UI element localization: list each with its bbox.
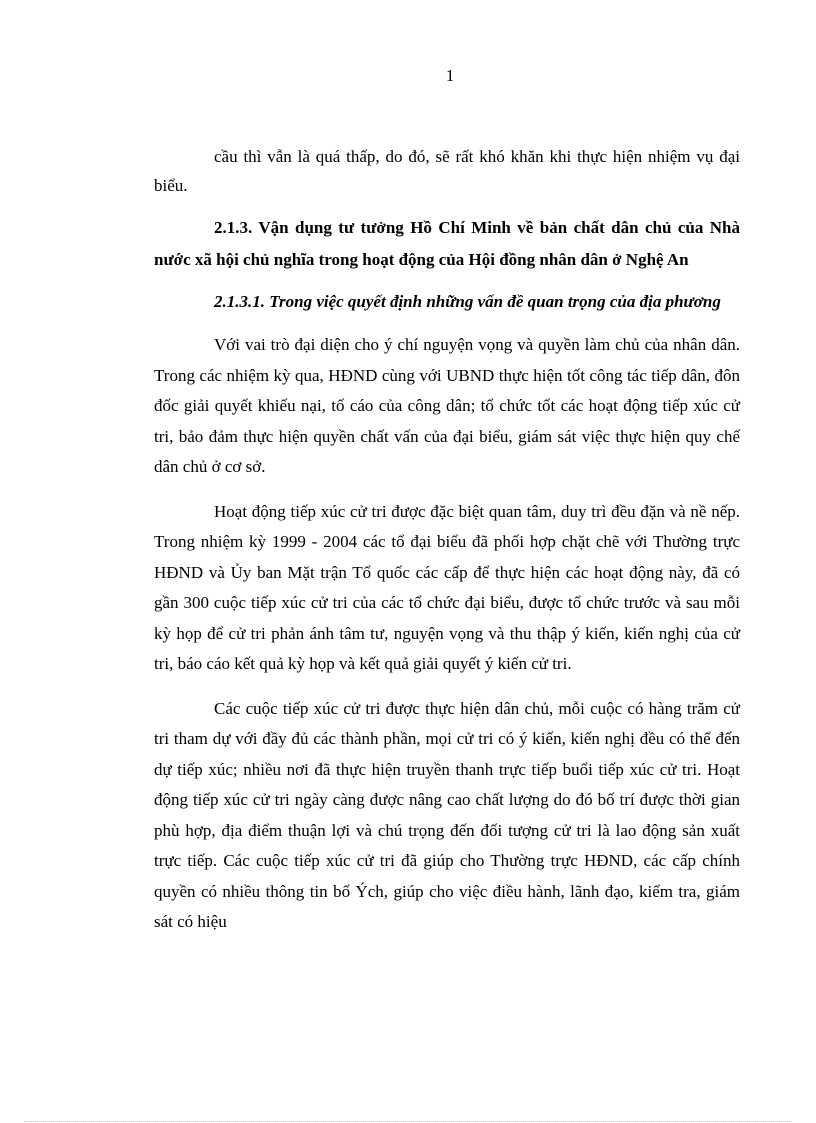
page-bottom-divider — [24, 1121, 792, 1122]
body-paragraph-1: Với vai trò đại diện cho ý chí nguyện vọng và quyền làm chủ của nhân dân. Trong các nhiệm kỳ qua, HĐND cùng với UBND thực hiện tốt công tác tiếp dân, đôn đốc giải quyết khiếu nại, tố cáo của công dân; tổ chức tốt các hoạt động tiếp xúc cử tri, bảo đảm thực hiện quyền chất vấn của đại biểu, giám sát việc thực hiện quy chế dân chủ ở cơ sở. — [154, 335, 740, 476]
section-heading: 2.1.3. Vận dụng tư tưởng Hồ Chí Minh về bản chất dân chủ của Nhà nước xã hội chủ nghĩa trong hoạt động của Hội đồng nhân dân ở Nghệ An — [154, 218, 740, 269]
document-body — [154, 142, 740, 952]
subsection-heading: 2.1.3.1. Trong việc quyết định những vấn đề quan trọng của địa phương — [214, 292, 721, 311]
continuation-paragraph: cầu thì vẫn là quá thấp, do đó, sẽ rất khó khăn khi thực hiện nhiệm vụ đại biểu. — [154, 147, 740, 195]
body-paragraph-2: Hoạt động tiếp xúc cử tri được đặc biệt quan tâm, duy trì đều đặn và nề nếp. Trong nhiệm kỳ 1999 - 2004 các tổ đại biểu đã phối hợp chặt chẽ với Thường trực HĐND và Ủy ban Mặt trận Tổ quốc các cấp để thực hiện các hoạt động này, đã có gần 300 cuộc tiếp xúc cử tri của các tổ chức đại biểu, được tổ chức trước và sau mỗi kỳ họp để cử tri phản ánh tâm tư, nguyện vọng và thu thập ý kiến, kiến nghị của cử tri, báo cáo kết quả kỳ họp và kết quả giải quyết ý kiến cử tri. — [154, 501, 740, 673]
page-number: 1 — [445, 66, 455, 85]
body-paragraph-3: Các cuộc tiếp xúc cử tri được thực hiện dân chủ, mỗi cuộc có hàng trăm cử tri tham dự với đầy đủ các thành phần, mọi cử tri có ý kiến, kiến nghị đều có thể đến dự tiếp xúc; nhiều nơi đã thực hiện truyền thanh trực tiếp buổi tiếp xúc cử tri. Hoạt động tiếp xúc cử tri ngày càng được nâng cao chất lượng do đó bố trí được thời gian phù hợp, địa điểm thuận lợi và chú trọng đến đối tượng cử tri là lao động sản xuất trực tiếp. Các cuộc tiếp xúc cử tri đã giúp cho Thường trực HĐND, các cấp chính quyền có nhiều thông tin bổ Ých, giúp cho việc điều hành, lãnh đạo, kiểm tra, giám sát có hiệu — [154, 698, 740, 931]
